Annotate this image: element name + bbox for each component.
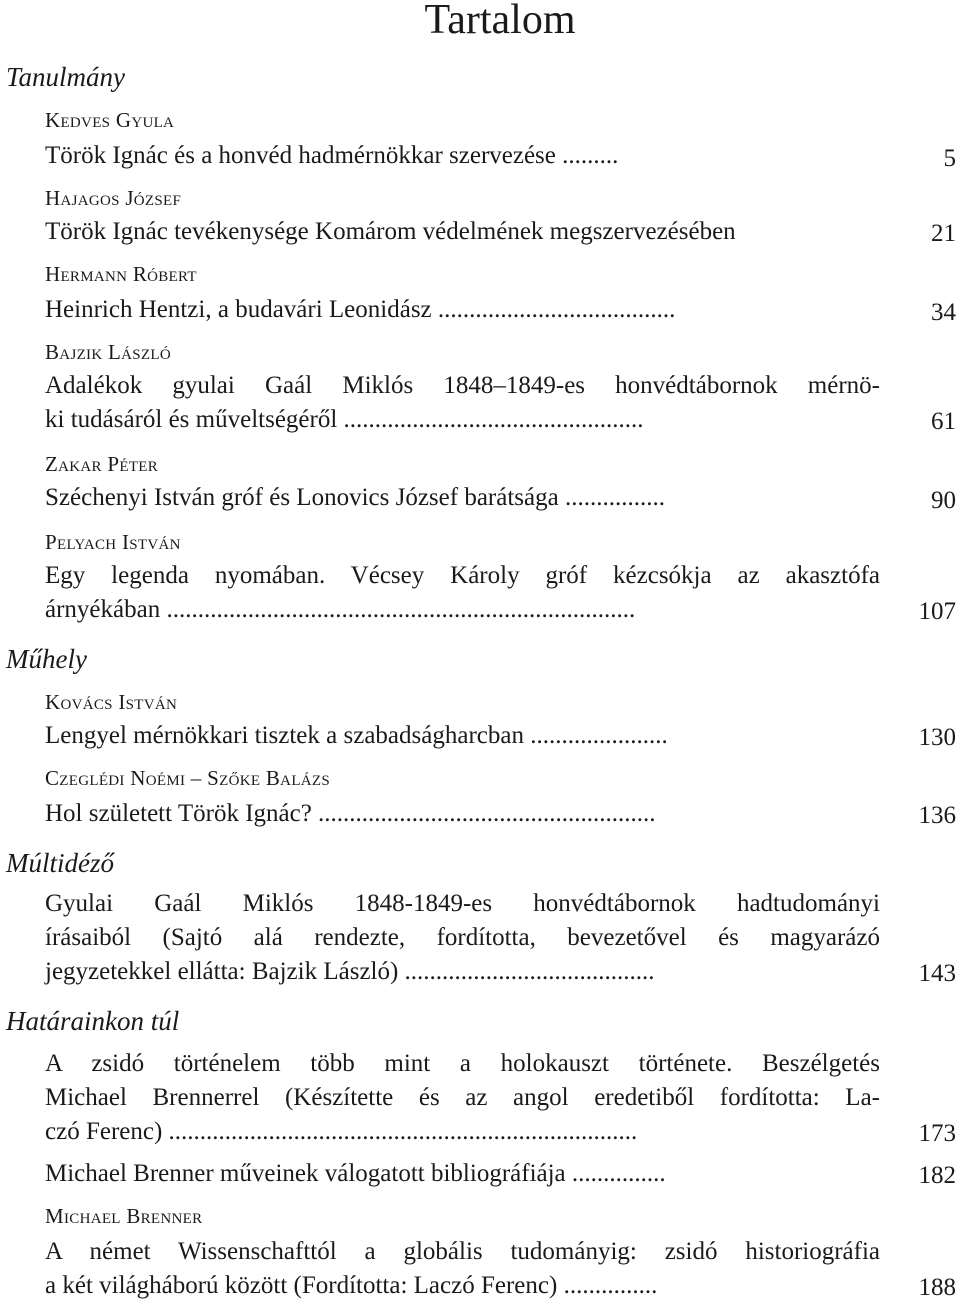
toc-entry-title[interactable]: Egy legenda nyomában. Vécsey Károly gróf kézcsókja az akasztófa — [45, 562, 880, 589]
toc-page-number: 90 — [931, 487, 956, 514]
toc-page-number: 5 — [943, 145, 956, 172]
toc-page-number: 173 — [918, 1120, 956, 1147]
toc-entry-title[interactable]: Michael Brenner műveinek válogatott bibliográfiája ............... — [45, 1160, 666, 1187]
section-heading-hatarainkon: Határainkon túl — [6, 1006, 180, 1036]
toc-author: Hermann Róbert — [45, 262, 197, 286]
toc-entry-title[interactable]: Hol született Török Ignác? ...................................................... — [45, 800, 656, 827]
toc-page-number: 21 — [931, 220, 956, 247]
toc-page-number: 130 — [918, 724, 956, 751]
toc-author: Bajzik László — [45, 340, 171, 364]
toc-author: Michael Brenner — [45, 1204, 203, 1228]
toc-entry-title[interactable]: Széchenyi István gróf és Lonovics József barátsága ................ — [45, 484, 665, 511]
toc-page-number: 143 — [918, 960, 956, 987]
toc-entry-title-cont[interactable]: ki tudásáról és műveltségéről ................................................ — [45, 406, 644, 433]
toc-author: Pelyach István — [45, 530, 181, 554]
toc-author: Kedves Gyula — [45, 108, 175, 132]
toc-entry-title-cont[interactable]: a két világháború között (Fordította: Laczó Ferenc) ............... — [45, 1272, 658, 1299]
toc-page-number: 61 — [931, 408, 956, 435]
toc-entry-title[interactable]: A zsidó történelem több mint a holokauszt története. Beszélgetés — [45, 1050, 880, 1077]
toc-page-number: 136 — [918, 802, 956, 829]
toc-entry-title[interactable]: Adalékok gyulai Gaál Miklós 1848–1849-es honvédtábornok mérnö- — [45, 372, 880, 399]
toc-entry-title[interactable]: Lengyel mérnökkari tisztek a szabadságharcban ...................... — [45, 722, 668, 749]
toc-entry-title-cont[interactable]: jegyzetekkel ellátta: Bajzik László) ........................................ — [45, 958, 655, 985]
toc-author: Czeglédi Noémi – Szőke Balázs — [45, 766, 331, 790]
toc-entry-title-cont[interactable]: írásaiból (Sajtó alá rendezte, fordította, bevezetővel és magyarázó — [45, 924, 880, 951]
section-heading-muhely: Műhely — [6, 644, 87, 674]
toc-author: Hajagos József — [45, 186, 182, 210]
toc-author: Zakar Péter — [45, 452, 159, 476]
toc-entry-title[interactable]: A német Wissenschafttól a globális tudományig: zsidó historiográfia — [45, 1238, 880, 1265]
toc-page-number: 182 — [918, 1162, 956, 1189]
toc-entry-title[interactable]: Heinrich Hentzi, a budavári Leonidász ...................................... — [45, 296, 676, 323]
section-heading-multidezo: Múltidéző — [6, 848, 114, 878]
toc-page-number: 188 — [918, 1274, 956, 1301]
toc-page-number: 107 — [918, 598, 956, 625]
toc-entry-title-cont[interactable]: árnyékában ........................................................................... — [45, 596, 636, 623]
section-heading-tanulmany: Tanulmány — [6, 62, 126, 92]
toc-entry-title[interactable]: Török Ignác tevékenysége Komárom védelmének megszervezésében — [45, 218, 736, 245]
toc-entry-title[interactable]: Gyulai Gaál Miklós 1848-1849-es honvédtábornok hadtudományi — [45, 890, 880, 917]
toc-entry-title-cont[interactable]: Michael Brennerrel (Készítette és az angol eredetiből fordította: La- — [45, 1084, 880, 1111]
toc-author: Kovács István — [45, 690, 178, 714]
page-title: Tartalom — [424, 0, 576, 43]
toc-entry-title-cont[interactable]: czó Ferenc) ........................................................................... — [45, 1118, 638, 1145]
toc-page-number: 34 — [931, 299, 956, 326]
toc-entry-title[interactable]: Török Ignác és a honvéd hadmérnökkar szervezése ......... — [45, 142, 619, 169]
